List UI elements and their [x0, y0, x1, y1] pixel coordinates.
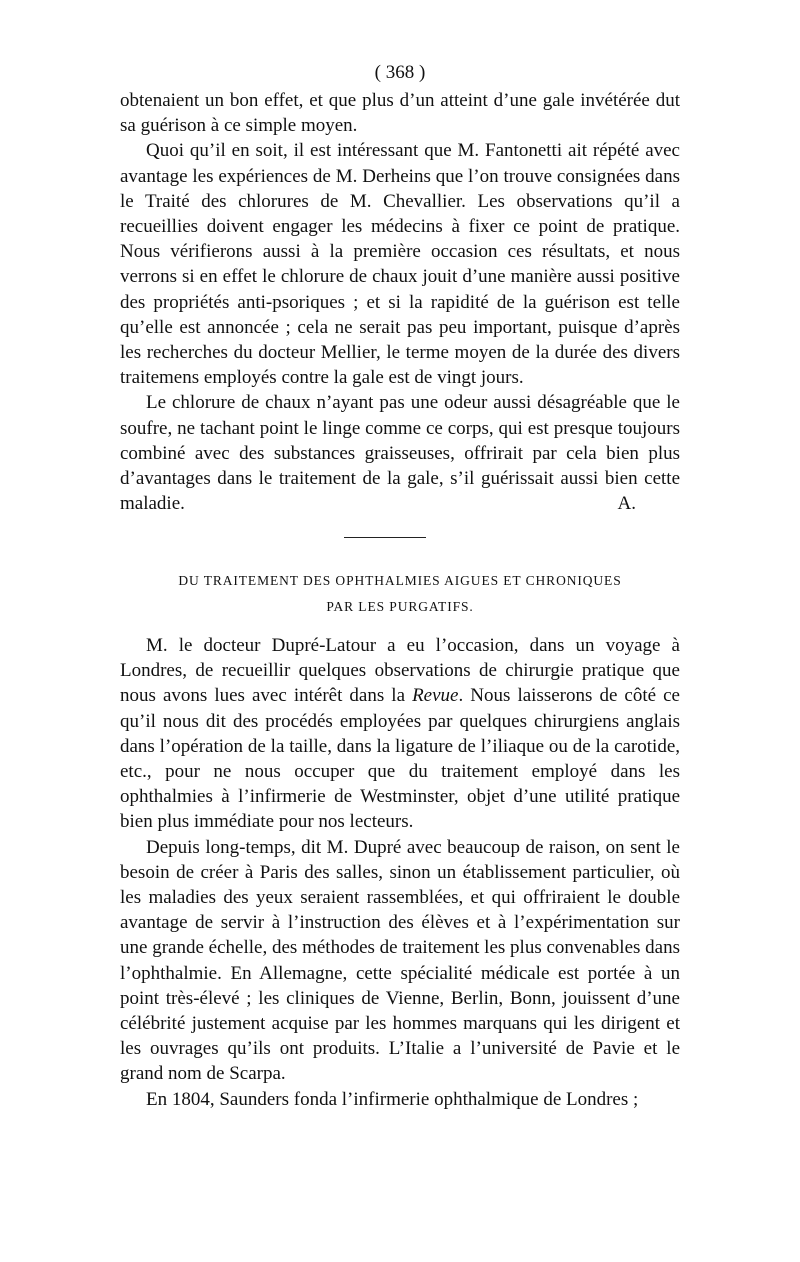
- paragraph-depuis-long-temps: Depuis long-temps, dit M. Dupré avec beaucoup de raison, on sent le besoin de créer à Paris des salles, sinon un établissement particulier, où les maladies des yeux seraient rassemblées, et qui offriraient le double avantage de servir à l’instruction des élèves et à l’expérimentation sur une grande échelle, des méthodes de traitement les plus convenables dans l’ophthalmie. En Allemagne, cette spécialité médicale est portée à un point très-élevé ; les cliniques de Vienne, Berlin, Bonn, jouissent d’une célébrité justement acquise par les hommes marquans qui les dirigent et les ouvrages qu’ils ont produits. L’Italie a l’université de Pavie et le grand nom de Scarpa.: [120, 836, 680, 1085]
- section-divider: [344, 537, 426, 538]
- section-heading: [120, 568, 680, 620]
- author-signature: A.: [617, 493, 636, 515]
- article-chlorure: [120, 88, 680, 516]
- paragraph-fantonetti: Quoi qu’il en soit, il est intéressant que M. Fantonetti ait répété avec avantage les expériences de M. Derheins que l’on trouve consignées dans le Traité des chlorures de M. Chevallier. Les observations qu’il a recueillies doivent engager les médecins à fixer ce point de pratique. Nous vérifierons aussi à la première occasion ces résultats, et nous verrons si en effet le chlorure de chaux jouit d’une manière aussi positive des propriétés anti-psoriques ; et si la rapidité de la guérison est telle qu’elle est annoncée ; cela ne serait pas peu important, puisque d’après les recherches du docteur Mellier, le terme moyen de la durée des divers traitemens employés contre la gale est de vingt jours.: [120, 140, 680, 389]
- paragraph-chlorure-odeur: [120, 390, 680, 516]
- heading-line-1: DU TRAITEMENT DES OPHTHALMIES AIGUES ET CHRONIQUES: [178, 573, 622, 588]
- heading-line-2: PAR LES PURGATIFS.: [326, 599, 474, 614]
- paragraph-dupre-latour-end: . Nous laisserons de côté ce qu’il nous dit des procédés employées par quelques chirurgiens anglais dans l’opération de la taille, dans la ligature de l’iliaque ou de la carotide, etc., pour ne nous occuper que du traitement employé dans les ophthalmies à l’infirmerie de Westminster, objet d’une utilité pratique bien plus immédiate pour nos lecteurs.: [120, 685, 680, 833]
- paragraph-saunders: En 1804, Saunders fonda l’infirmerie ophthalmique de Londres ;: [146, 1088, 639, 1110]
- paragraph-chlorure-odeur-text: Le chlorure de chaux n’ayant pas une odeur aussi désagréable que le soufre, ne tachant point le linge comme ce corps, qui est presque toujours combiné avec des substances graisseuses, offrirait par cela bien plus d’avantages dans le traitement de la gale, s’il guérissait aussi bien cette maladie.: [120, 392, 680, 515]
- paragraph-dupre-latour-start: M. le docteur Dupré-Latour a eu l’occasion, dans un voyage à Londres, de recueillir quelques observations de chirurgie pratique que nous avons lues avec intérêt dans la: [120, 635, 680, 707]
- article-ophthalmies: [120, 633, 680, 1112]
- paragraph-continuation: obtenaient un bon effet, et que plus d’un atteint d’une gale invétérée dut sa guérison à ce simple moyen.: [120, 90, 680, 137]
- page-number: ( 368 ): [374, 62, 426, 83]
- paragraph-dupre-latour: [120, 633, 680, 835]
- journal-title: Revue: [412, 685, 459, 707]
